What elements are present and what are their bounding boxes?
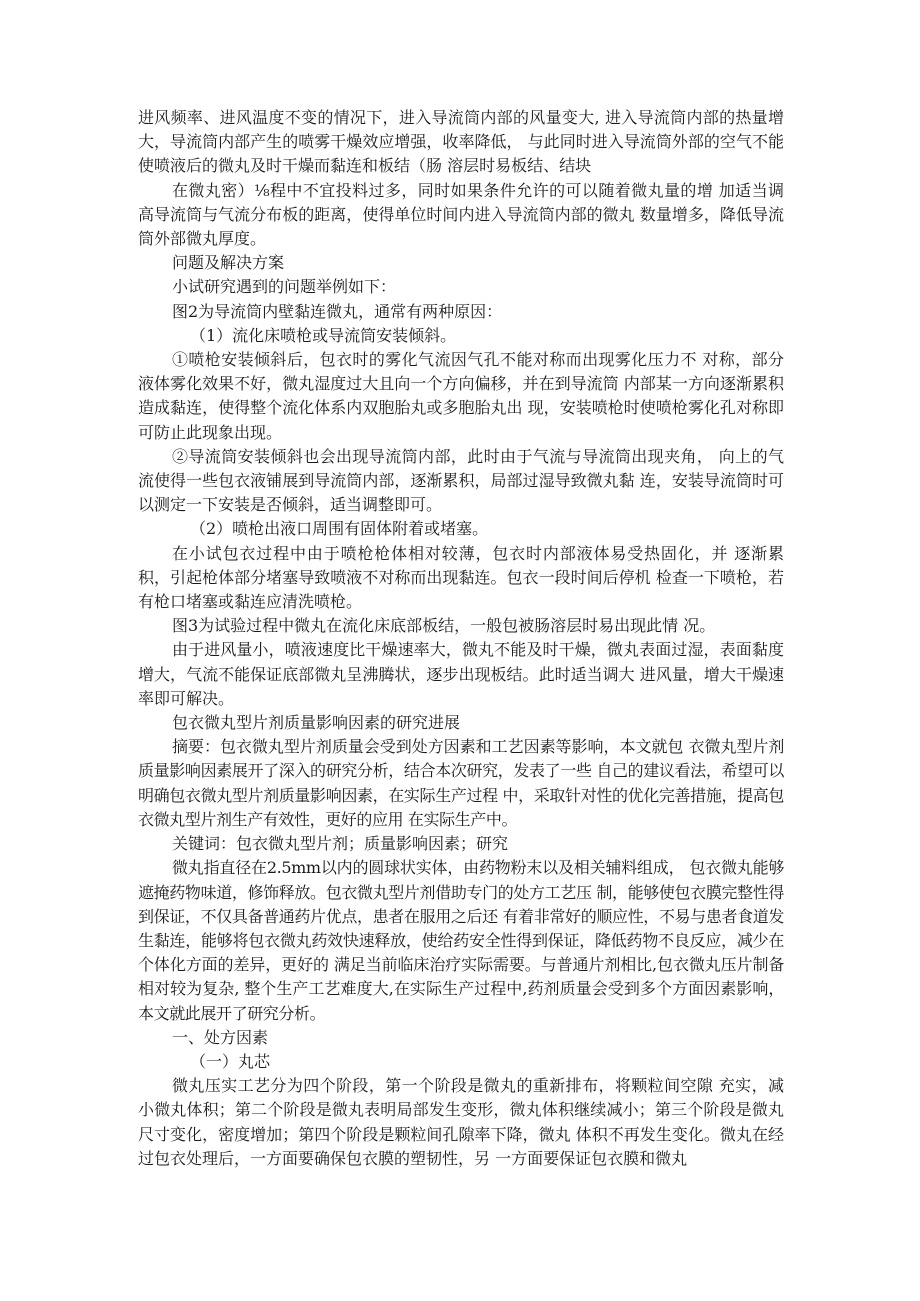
paragraph-nozzle-clog: 在小试包衣过程中由于喷枪枪体相对较薄，包衣时内部液体易受热固化，并 逐渐累积，引起枪体部分堵塞导致喷液不对称而出现黏连。包衣一段时间后停机 检查一下喷枪，若有枪口堵塞或黏连应清洗喷枪。 (138, 543, 784, 612)
paragraph-compaction-stages: 微丸压实工艺分为四个阶段，第一个阶段是微丸的重新排布，将颗粒间空隙 充实，减小微丸体积；第二个阶段是微丸表明局部发生变形，微丸体积继续减小；第三个阶段是微丸尺寸变化，密度增加；第四个阶段是颗粒间孔隙率下降，微丸 体积不再发生变化。微丸在经过包衣处理后，一方面要确保包衣膜的塑韧性，另 一方面要保证包衣膜和微丸 (138, 1076, 784, 1168)
heading-problems-solutions: 问题及解决方案 (172, 253, 285, 273)
subsection-heading-pellet-core: （一）丸芯 (190, 1051, 271, 1071)
paragraph-low-airflow: 由于进风量小，喷液速度比干燥速率大，微丸不能及时干燥，微丸表面过湿，表面黏度增大，气流不能保证底部微丸呈沸腾状，逐步出现板结。此时适当调大 进风量，增大干燥速率即可解决。 (138, 640, 784, 708)
paragraph-cause-2: （2）喷枪出液口周围有固体附着或堵塞。 (190, 519, 489, 539)
paragraph-cause-1: （1）流化床喷枪或导流筒安装倾斜。 (190, 325, 457, 345)
paragraph-airflow-effect: 进风频率、进风温度不变的情况下，进入导流筒内部的风量变大, 进入导流筒内部的热量增大，导流筒内部产生的喷雾干燥效应增强，收率降低， 与此同时进入导流筒外部的空气不能使喷液后的微丸及时干燥而黏连和板结（肠 溶层时易板结、结块 (138, 108, 784, 176)
keywords: 关键词：包衣微丸型片剂；质量影响因素；研究 (172, 834, 509, 854)
paragraph-draft-tube-tilt: ②导流筒安装倾斜也会出现导流筒内部，此时由于气流与导流筒出现夹角， 向上的气流使得一些包衣液铺展到导流筒内部，逐渐累积，局部过湿导致微丸黏 连，安装导流筒时可以测定一下安装是否倾斜，适当调整即可。 (138, 446, 784, 515)
abstract: 摘要：包衣微丸型片剂质量会受到处方因素和工艺因素等影响，本文就包 衣微丸型片剂质量影响因素展开了深入的研究分析，结合本次研究，发表了一些 自己的建议看法，希望可以明确包衣微丸型片剂质量影响因素，在实际生产过程 中，采取针对性的优化完善措施，提高包衣微丸型片剂生产有效性，更好的应用 在实际生产中。 (138, 737, 784, 829)
paragraph-loading-advice: 在微丸密）⅛程中不宜投料过多，同时如果条件允许的可以随着微丸量的增 加适当调高导流筒与气流分布板的距离，使得单位时间内进入导流筒内部的微丸 数量增多，降低导流筒外部微丸厚度。 (138, 180, 784, 249)
section-heading-formulation: 一、处方因素 (172, 1027, 269, 1047)
article-title: 包衣微丸型片剂质量影响因素的研究进展 (172, 713, 461, 733)
paragraph-pellet-definition: 微丸指直径在2.5mm以内的圆球状实体，由药物粉末以及相关辅料组成， 包衣微丸能够遮掩药物味道，修饰释放。包衣微丸型片剂借助专门的处方工艺压 制，能够使包衣膜完整性得到保证，不仅具备普通药片优点，患者在服用之后还 有着非常好的顺应性，不易与患者食道发生黏连，能够将包衣微丸药效快速释放，使给药安全性得到保证，降低药物不良反应，减少在个体化方面的差异，更好的 满足当前临床治疗实际需要。与普通片剂相比,包衣微丸压片制备相对较为复杂, 整个生产工艺难度大,在实际生产过程中,药剂质量会受到多个方面因素影响， 本文就此展开了研究分析。 (138, 858, 784, 1023)
paragraph-problems-intro: 小试研究遇到的问题举例如下： (172, 277, 397, 297)
paragraph-figure-2: 图2为导流筒内壁黏连微丸，通常有两种原因： (172, 301, 503, 321)
document-body (138, 106, 784, 1171)
paragraph-figure-3: 图3为试验过程中微丸在流化床底部板结，一般包被肠溶层时易出现此情 况。 (172, 616, 716, 636)
paragraph-spray-gun-tilt: ①喷枪安装倾斜后，包衣时的雾化气流因气孔不能对称而出现雾化压力不 对称，部分液体雾化效果不好，微丸湿度过大且向一个方向偏移，并在到导流筒 内部某一方向逐渐累积造成黏连，使得整个流化体系内双胞胎丸或多胞胎丸出 现，安装喷枪时使喷枪雾化孔对称即可防止此现象出现。 (138, 350, 784, 442)
